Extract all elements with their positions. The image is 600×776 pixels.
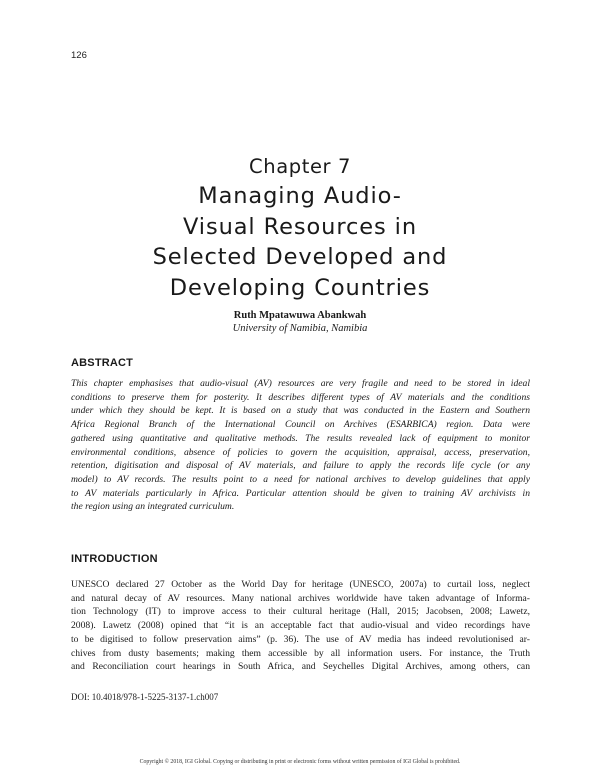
introduction-line: tion Technology (IT) to improve access to their cultural heritage (Hall, 2015; Jacobsen, 2008; Lawetz,	[71, 606, 530, 618]
abstract-line: This chapter emphasises that audio-visual (AV) resources are very fragile and need to be stored in ideal	[71, 378, 530, 389]
abstract-line: gathered using quantitative and qualitative methods. The results revealed lack of equipment to monitor	[71, 432, 530, 444]
abstract-line: the region using an integrated curriculum.	[71, 501, 235, 513]
introduction-line: to be digitised to follow preservation aims” (p. 36). The use of AV media has indeed revolutionised ar-	[71, 633, 530, 645]
chapter-label: Chapter 7	[249, 155, 351, 178]
abstract-line: model) to AV records. The results point to a need for national archives to develop guidelines that apply	[71, 473, 530, 485]
introduction-line: UNESCO declared 27 October as the World Day for heritage (UNESCO, 2007a) to curtail loss, neglect	[71, 579, 530, 590]
abstract-line: under which they should be kept. It is based on a study that was conducted in the Eastern and Southern	[71, 405, 530, 417]
introduction-line: and Reconciliation court hearings in South Africa, and Seychelles Digital Archives, among others, can	[71, 661, 530, 673]
chapter-title	[70, 181, 530, 303]
title-line: Developing Countries	[169, 274, 431, 301]
title-line: Selected Developed and	[152, 244, 448, 270]
abstract-line: conditions to preserve them for posterity. It describes different types of AV materials and the conditions	[71, 391, 530, 403]
abstract-line: Africa Regional Branch of the International Council on Archives (ESARBICA) region. Data were	[71, 419, 530, 431]
introduction-text	[71, 578, 530, 674]
abstract-text	[71, 377, 530, 514]
page-number: 126	[71, 50, 87, 61]
abstract-line: environmental conditions, absence of policies to govern the acquisition, appraisal, access, preservation,	[71, 446, 530, 458]
author-name: Ruth Mpatawuwa Abankwah	[233, 310, 367, 321]
introduction-line: chives from dusty basements; making them accessible by all information users. For instance, the Truth	[71, 647, 530, 659]
doi: DOI: 10.4018/978-1-5225-3137-1.ch007	[71, 692, 219, 702]
title-line: Visual Resources in	[183, 213, 417, 240]
copyright-notice: Copyright © 2018, IGI Global. Copying or distributing in print or electronic forms without written permission of IGI Global is prohibited.	[139, 759, 461, 765]
abstract-line: to AV materials particularly in Africa. Particular attention should be given to training AV archivists in	[71, 487, 530, 499]
title-line: Managing Audio-	[198, 183, 402, 209]
abstract-line: retention, digitisation and disposal of AV materials, and failure to apply the records life cycle (or any	[71, 460, 530, 472]
author-affiliation: University of Namibia, Namibia	[232, 323, 368, 334]
abstract-heading: ABSTRACT	[71, 357, 134, 369]
introduction-heading: INTRODUCTION	[71, 553, 158, 565]
introduction-line: and natural decay of AV resources. Many national archives worldwide have taken advantage of Informa-	[71, 592, 530, 604]
introduction-line: 2008). Lawetz (2008) opined that “it is an acceptable fact that audio-visual and video recordings have	[71, 620, 530, 632]
